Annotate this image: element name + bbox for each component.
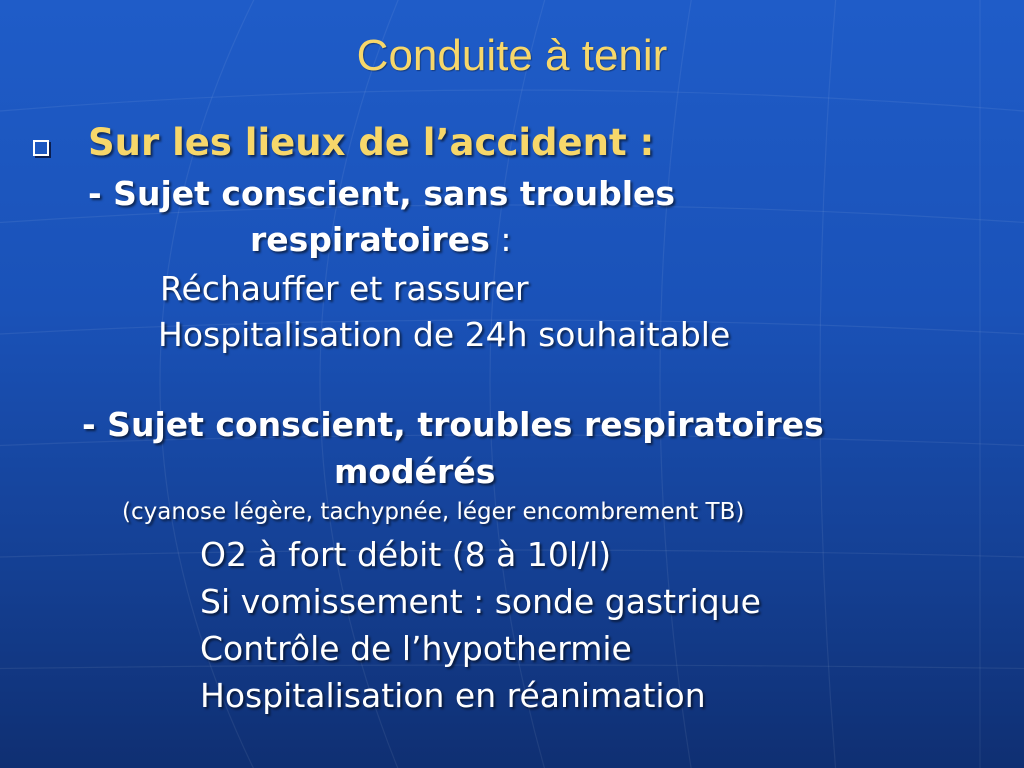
case2-action-item: Contrôle de l’hypothermie	[200, 629, 632, 668]
case2-action-item: Si vomissement : sonde gastrique	[200, 582, 761, 621]
case2-action-item: O2 à fort débit (8 à 10l/l)	[200, 535, 612, 574]
hollow-square-bullet-icon	[33, 140, 49, 156]
case1-condition-colon: :	[489, 220, 512, 259]
case2-condition-line2: modérés	[334, 452, 496, 491]
case2-condition-line1: - Sujet conscient, troubles respiratoires	[82, 405, 824, 444]
slide-title: Conduite à tenir	[356, 31, 668, 80]
case1-action-item: Réchauffer et rassurer	[160, 269, 529, 308]
case1-condition-line2	[250, 220, 512, 259]
section-heading: Sur les lieux de l’accident :	[88, 121, 655, 164]
case2-action-item: Hospitalisation en réanimation	[200, 676, 706, 715]
case1-condition-word: respiratoires	[250, 220, 490, 259]
case1-action-item: Hospitalisation de 24h souhaitable	[158, 315, 731, 354]
case1-condition-line1: - Sujet conscient, sans troubles	[88, 174, 676, 213]
case2-symptoms-note: (cyanose légère, tachypnée, léger encombrement TB)	[122, 499, 745, 525]
